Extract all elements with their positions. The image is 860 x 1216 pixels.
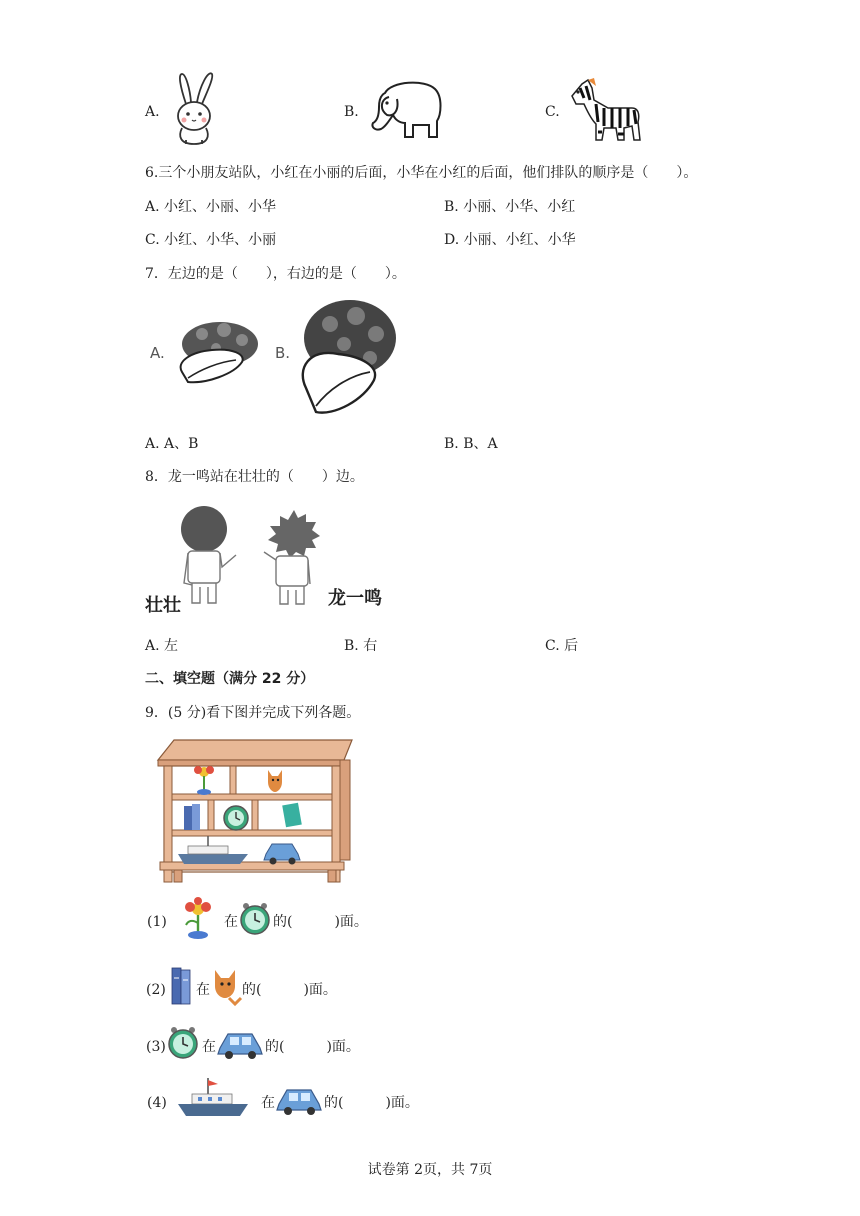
q6-option-c: C. 小红、小华、小丽 [145,232,277,248]
name-zhuangzhuang: 壮壮 [145,595,181,616]
q9-item-2-num: (2) [146,982,166,998]
clock-icon [166,1026,200,1060]
cabbage-small-icon [172,318,264,390]
q7-image-label-a: A. [150,344,165,362]
q5-option-b-label: B. [344,104,359,120]
q7-question: 7．左边的是（ ），右边的是（ ）。 [145,266,406,282]
cabbage-large-icon [294,298,400,416]
q9-item-2-zai: 在 [196,982,210,998]
q8-option-b: B. 右 [344,638,378,654]
q9-item-3-de: 的( )面。 [265,1039,360,1055]
q6-question: 6.三个小朋友站队，小红在小丽的后面，小华在小红的后面，他们排队的顺序是（ ）。 [145,165,698,181]
q9-item-1-num: (1) [147,914,167,930]
q9-item-1-zai: 在 [224,914,238,930]
q9-item-3-zai: 在 [202,1039,216,1055]
rabbit-icon [164,70,224,148]
clock-icon [238,902,272,936]
car-icon [218,1030,264,1060]
q6-option-b: B. 小丽、小华、小红 [444,199,576,215]
q9-item-1-de: 的( )面。 [273,914,368,930]
section-title: 二、填空题（满分 22 分） [145,671,315,687]
q8-option-a: A. 左 [145,638,179,654]
q9-item-3-num: (3) [146,1039,166,1055]
q8-option-c: C. 后 [545,638,579,654]
q9-item-4-zai: 在 [261,1095,275,1111]
car-icon [277,1086,323,1116]
q7-image-label-b: B. [275,344,291,362]
q9-item-4-num: (4) [147,1095,167,1111]
q5-option-c-label: C. [545,104,560,120]
q5-option-a-label: A. [145,104,160,120]
bookshelf-image [152,738,354,884]
q6-option-a: A. 小红、小丽、小华 [145,199,277,215]
q7-option-a: A. A、B [145,436,199,452]
elephant-icon [365,75,445,141]
name-longyiming: 龙一鸣 [328,588,382,609]
q9-item-2-de: 的( )面。 [242,982,337,998]
books-icon [170,966,192,1006]
page-footer: 试卷第 2页，共 7页 [367,1162,493,1178]
child-zhuangzhuang-icon [170,505,242,609]
ship-icon [178,1076,248,1122]
zebra-icon [568,78,646,144]
q7-option-b: B. B、A [444,436,498,452]
q9-item-4-de: 的( )面。 [324,1095,419,1111]
flower-icon [180,897,216,943]
q8-question: 8．龙一鸣站在壮壮的（ ）边。 [145,469,364,485]
q6-option-d: D. 小丽、小红、小华 [444,232,576,248]
q9-question: 9．(5 分)看下图并完成下列各题。 [145,705,361,721]
cat-icon [211,968,243,1006]
child-longyiming-icon [262,508,324,608]
